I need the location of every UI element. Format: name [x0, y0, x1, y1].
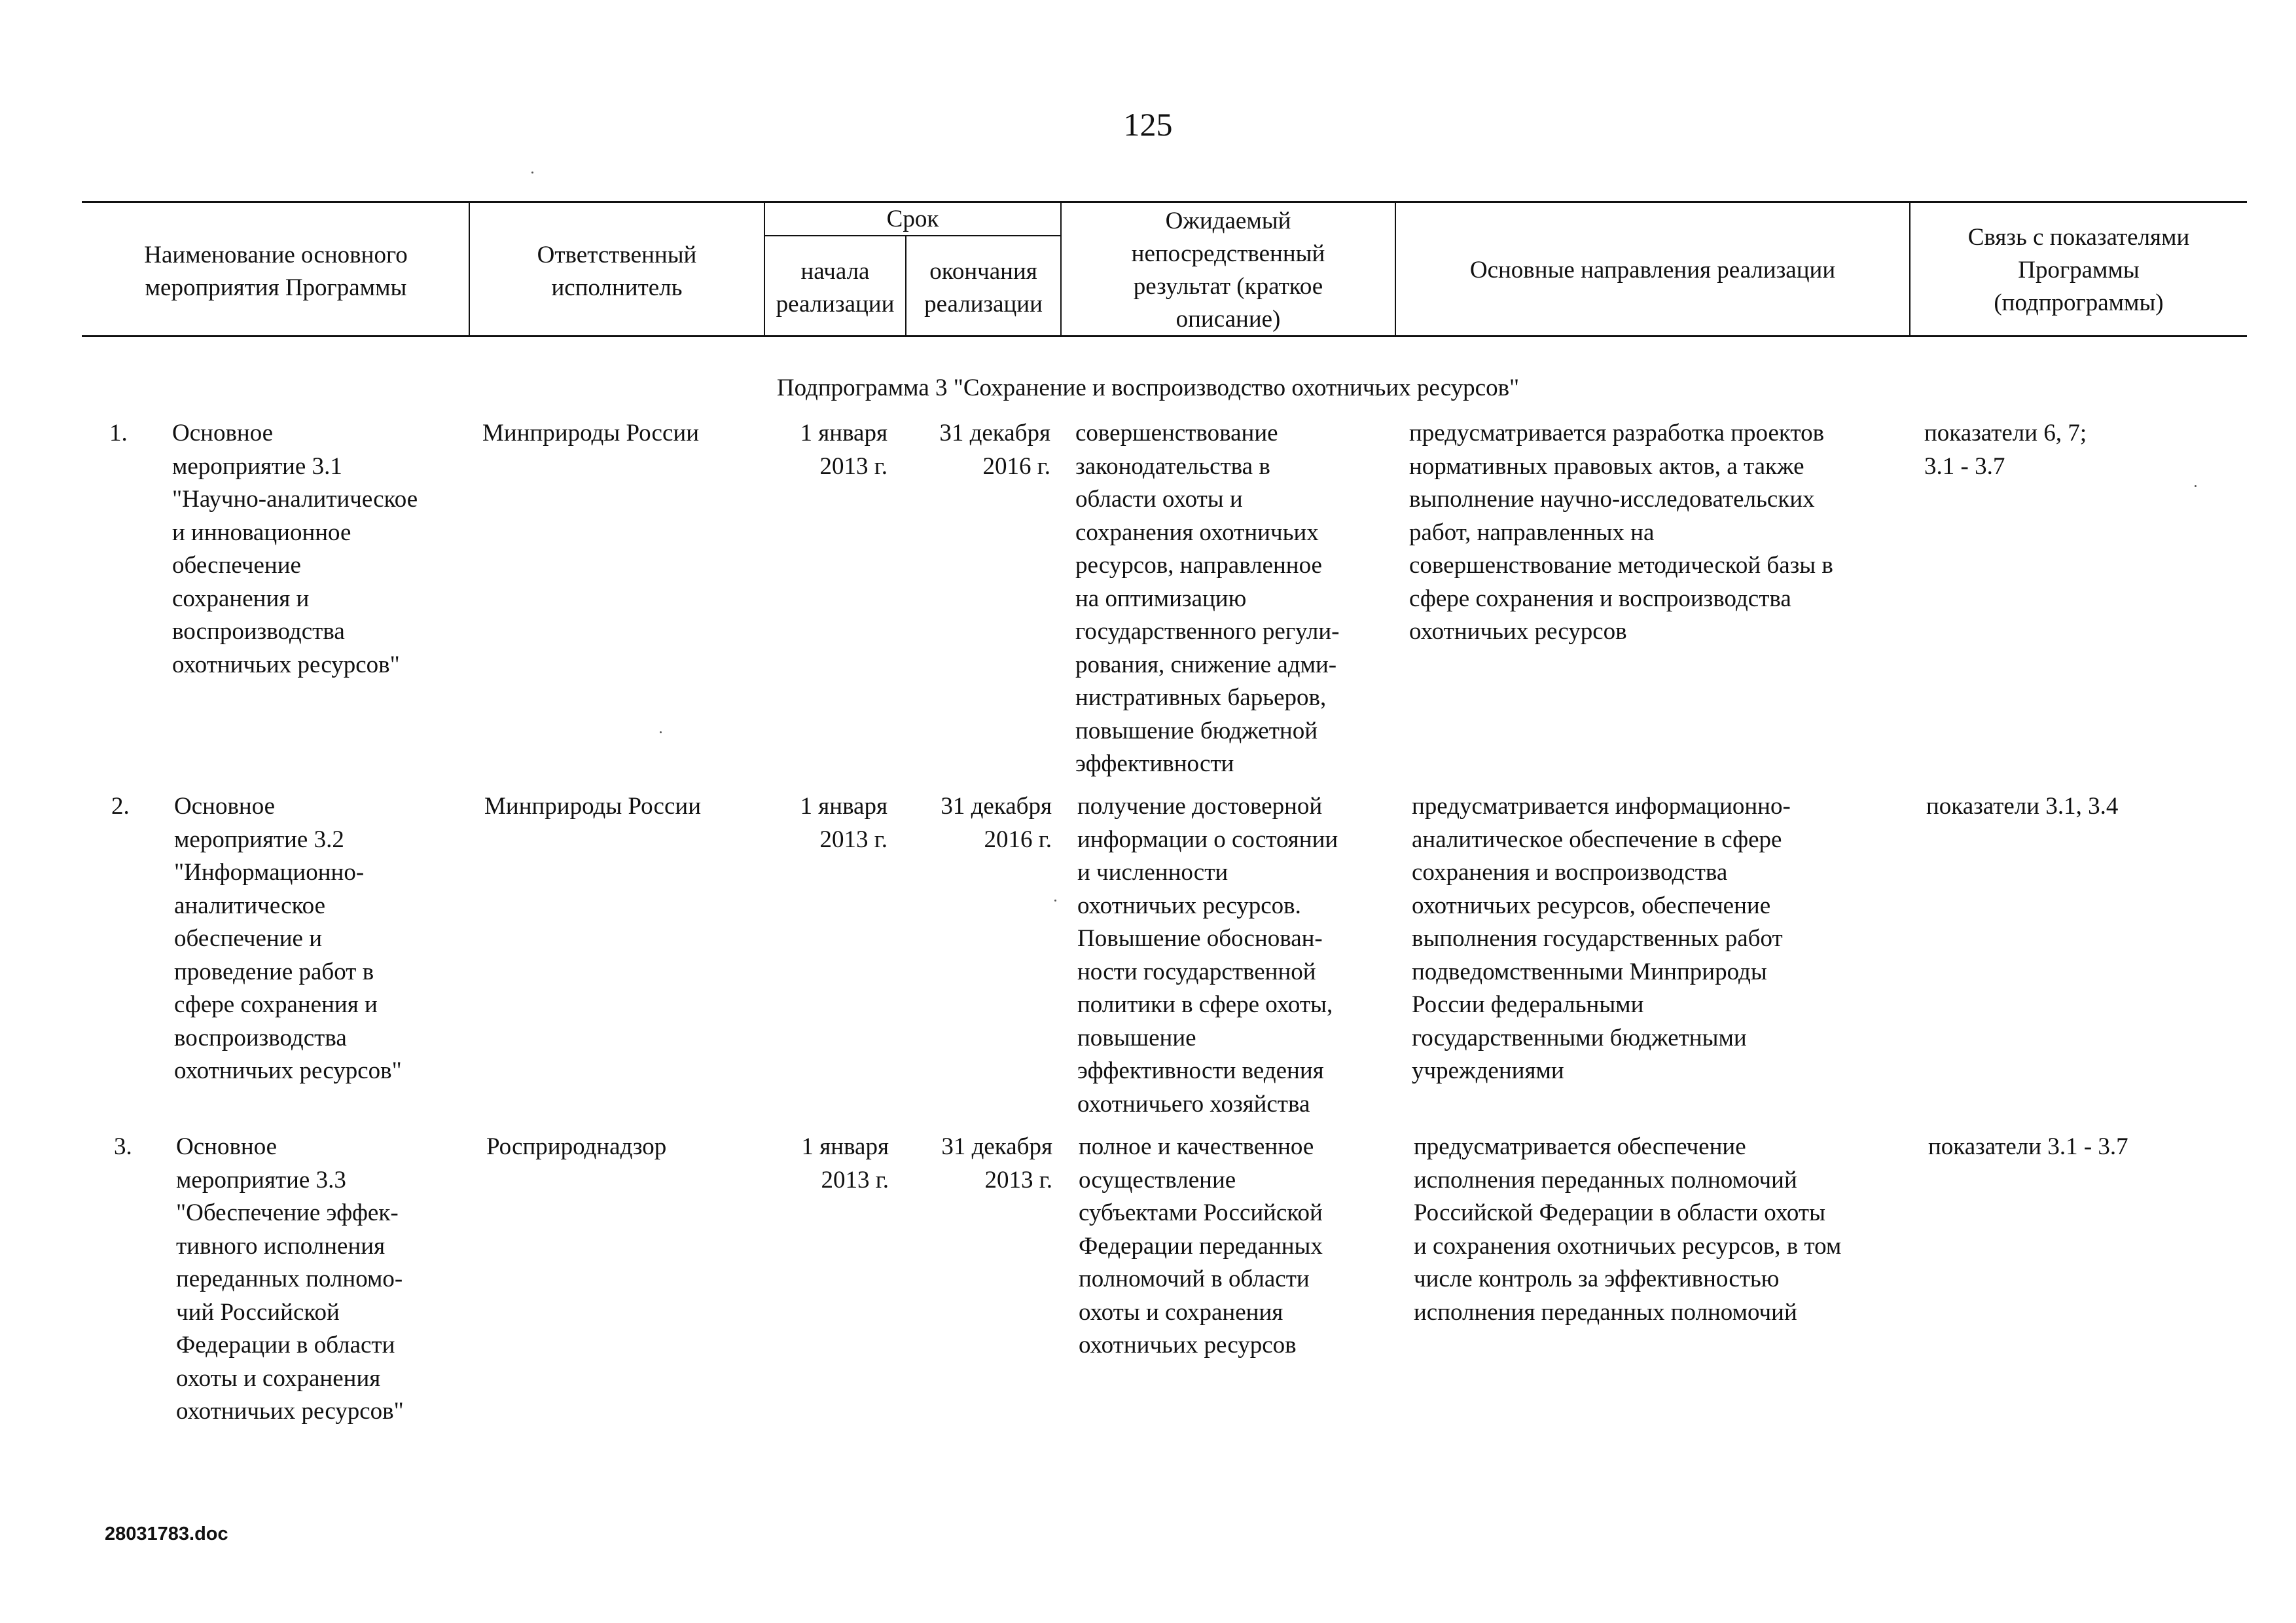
header-term-start: начала реализации: [776, 258, 895, 318]
scan-speck: [1054, 900, 1056, 902]
directions: предусматривается разработка проектов нормативных правовых актов, а также выполнение научно-исследовательских работ, направленных на совершенствование методической базы в сфере сохранения и воспроизводства охотничьих ресурсов: [1409, 420, 1833, 645]
indicators: показатели 3.1 - 3.7: [1928, 1133, 2128, 1160]
row-number: 1.: [109, 420, 128, 447]
start-date: 1 января 2013 г.: [800, 793, 888, 853]
indicators: показатели 6, 7; 3.1 - 3.7: [1924, 420, 2087, 480]
header-result: Ожидаемый непосредственный результат (краткое описание): [1131, 208, 1325, 333]
measure-name: Основное мероприятие 3.3 "Обеспечение эффек- тивного исполнения переданных полномо- чий Российской Федерации в области охоты и сохранения охотничьих ресурсов": [176, 1133, 404, 1425]
end-date: 31 декабря 2016 г.: [941, 793, 1052, 853]
end-date: 31 декабря 2016 г.: [939, 420, 1050, 480]
row-number: 3.: [114, 1133, 132, 1160]
measure-name: Основное мероприятие 3.1 "Научно-аналитическое и инновационное обеспечение сохранения и воспроизводства охотничьих ресурсов": [172, 420, 418, 678]
expected-result: совершенствование законодательства в области охоты и сохранения охотничьих ресурсов, направленное на оптимизацию государственного регули- рования, снижение адми- нистративных барьеров, повышение бюджетной эффективности: [1075, 420, 1340, 777]
executor: Росприроднадзор: [486, 1133, 667, 1160]
table-top-rule: [82, 201, 2247, 203]
expected-result: полное и качественное осуществление субъектами Российской Федерации переданных полномочий в области охоты и сохранения охотничьих ресурсов: [1079, 1133, 1323, 1359]
header-indicators: Связь с показателями Программы (подпрограммы): [1967, 224, 2190, 316]
footer-filename: 28031783.doc: [105, 1523, 228, 1544]
row-number: 2.: [111, 793, 130, 820]
header-name: Наименование основного мероприятия Программы: [144, 242, 408, 301]
header-term: Срок: [886, 206, 939, 232]
scan-speck: [531, 172, 533, 173]
executor: Минприроды России: [482, 420, 699, 447]
indicators: показатели 3.1, 3.4: [1926, 793, 2119, 820]
executor: Минприроды России: [484, 793, 701, 820]
header-term-end: окончания реализации: [924, 258, 1043, 318]
header-directions: Основные направления реализации: [1469, 257, 1836, 283]
scan-speck: [660, 731, 662, 733]
header-executor: Ответственный исполнитель: [537, 242, 697, 301]
start-date: 1 января 2013 г.: [800, 420, 888, 480]
end-date: 31 декабря 2013 г.: [941, 1133, 1052, 1194]
directions: предусматривается информационно- аналитическое обеспечение в сфере сохранения и воспроизводства охотничьих ресурсов, обеспечение выполнения государственных работ подведомственными Минприроды России федеральными государственными бюджетными учреждениями: [1412, 793, 1791, 1084]
start-date: 1 января 2013 г.: [801, 1133, 889, 1194]
directions: предусматривается обеспечение исполнения переданных полномочий Российской Федерации в области охоты и сохранения охотничьих ресурсов, в том числе контроль за эффективностью исполнения переданных полномочий: [1414, 1133, 1842, 1326]
scan-speck: [2195, 485, 2197, 487]
expected-result: получение достоверной информации о состоянии и численности охотничьих ресурсов. Повышение обоснован- ности государственной политики в сфере охоты, повышение эффективности ведения охотничьего хозяйства: [1077, 793, 1338, 1118]
subprogram-title: Подпрограмма 3 "Сохранение и воспроизводство охотничьих ресурсов": [776, 374, 1520, 401]
measure-name: Основное мероприятие 3.2 "Информационно- аналитическое обеспечение и проведение работ в сфере сохранения и воспроизводства охотничьих ресурсов": [174, 793, 402, 1084]
page-number: 125: [1123, 106, 1173, 143]
